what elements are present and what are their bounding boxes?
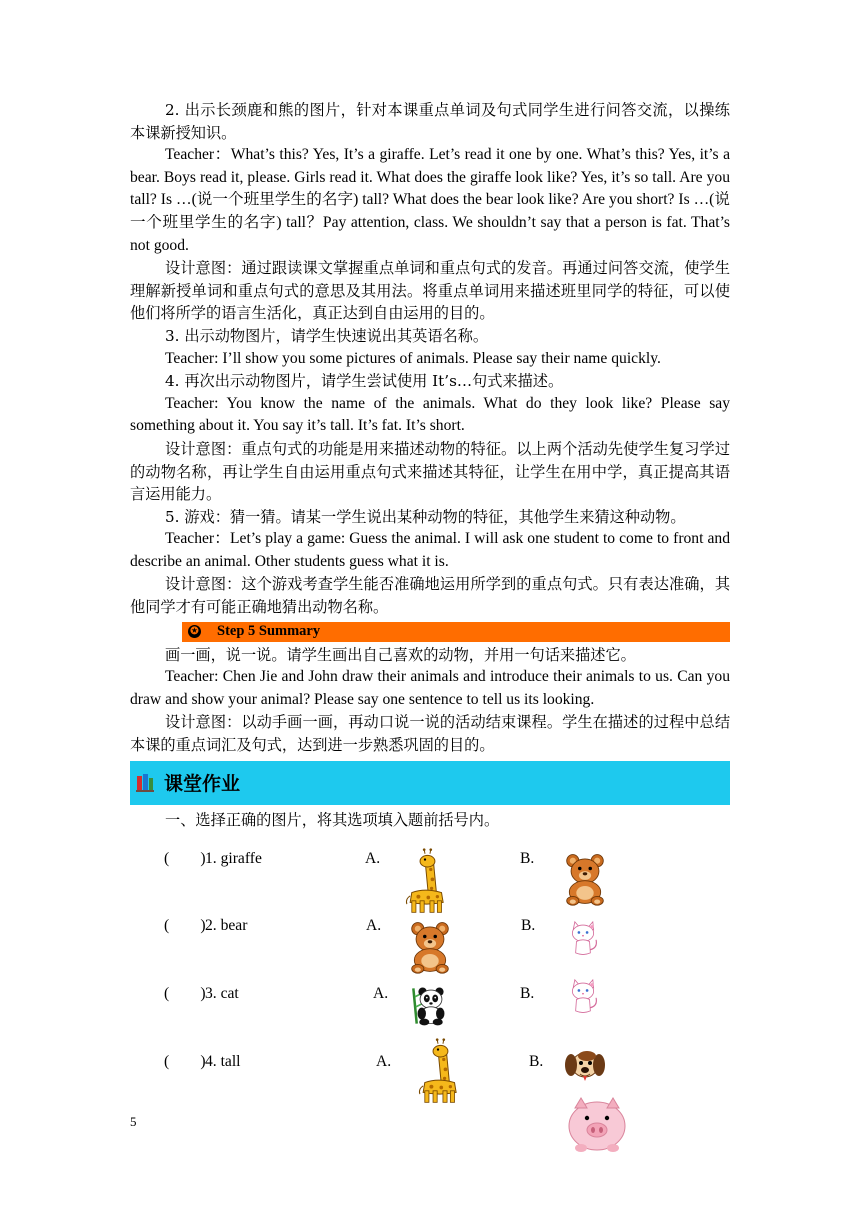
option-b-label: B. [529, 1053, 544, 1070]
panda-image[interactable] [410, 984, 452, 1028]
option-a-label: A. [376, 1053, 392, 1070]
design-intent-3: 设计意图：这个游戏考查学生能否准确地运用所学到的重点句式。只有表达准确，其他同学才有可能正确地猜出动物名称。 [130, 575, 730, 617]
step-5-label: Step 5 Summary [217, 623, 321, 640]
cat-image[interactable] [565, 918, 601, 960]
answer-bracket[interactable]: ( ) [164, 850, 206, 867]
question-text: 4. tall [205, 1053, 241, 1070]
homework-title: 课堂作业 [164, 773, 241, 796]
question-text: 3. cat [205, 985, 239, 1002]
dog-image[interactable] [563, 1046, 607, 1084]
paragraph-step-2: 2. 出示长颈鹿和熊的图片，针对本课重点单词及句式同学生进行问答交流，以操练本课新授知识。 [130, 101, 730, 142]
question-text: 2. bear [205, 917, 248, 934]
summary-activity: 画一画，说一说。请学生画出自己喜欢的动物，并用一句话来描述它。 [165, 645, 636, 664]
bear-image[interactable] [560, 852, 610, 906]
paragraph-step-4: 4. 再次出示动物图片，请学生尝试使用 It’s…句式来描述。 [165, 372, 564, 391]
option-a-label: A. [373, 985, 389, 1002]
design-intent-2: 设计意图：重点句式的功能是用来描述动物的特征。以上两个活动先使学生复习学过的动物名称，再让学生自由运用重点句式来描述其特征，让学生在用中学，真正提高其语言运用能力。 [130, 439, 730, 504]
teacher-dialogue-1: Teacher：What’s this? Yes, It’s a giraffe. Let’s read it one by one. What’s this? Yes, it’s a bear. Boys read it, please. Girls read it. What does the giraffe look like? Yes, it’s so tall. Are you tall? Is …(说一个班里学生的名字) tall? What does the bear look like? Are you short? Is …(说一个班里学生的名字) tall？Pay attention, class. We shouldn’t say that a person is fat. That’s not good. [130, 146, 730, 254]
answer-bracket[interactable]: ( ) [164, 1053, 206, 1070]
option-b-label: B. [520, 850, 535, 867]
answer-bracket[interactable]: ( ) [164, 917, 206, 934]
giraffe-image[interactable] [410, 1038, 466, 1104]
star-bullet-icon: ✪ [188, 625, 201, 638]
cat-image[interactable] [565, 975, 601, 1019]
step-5-summary-heading [182, 622, 730, 642]
books-icon [134, 772, 156, 794]
homework-instruction: 一、选择正确的图片，将其选项填入题前括号内。 [165, 810, 500, 829]
paragraph-step-3: 3. 出示动物图片，请学生快速说出其英语名称。 [165, 326, 489, 345]
paragraph-step-5-game: 5. 游戏：猜一猜。请某一学生说出某种动物的特征，其他学生来猜这种动物。 [165, 507, 686, 526]
giraffe-image[interactable] [397, 848, 453, 914]
homework-heading [130, 761, 730, 805]
bear-image[interactable] [405, 920, 455, 974]
teacher-dialogue-4: Teacher：Let’s play a game: Guess the animal. I will ask one student to come to front and describe an animal. Other students guess what it is. [130, 530, 730, 570]
option-a-label: A. [365, 850, 381, 867]
design-intent-1: 设计意图：通过跟读课文掌握重点单词和重点句式的发音。再通过问答交流，使学生理解新授单词和重点句式的意思及其用法。将重点单词用来描述班里同学的特征，可以使他们将所学的语言生活化，真正达到自由运用的目的。 [130, 259, 730, 323]
teacher-dialogue-5: Teacher: Chen Jie and John draw their animals and introduce their animals to us. Can you draw and show your animal? Please say one sentence to tell us its looking. [130, 668, 730, 708]
option-a-label: A. [366, 917, 382, 934]
answer-bracket[interactable]: ( ) [164, 985, 206, 1002]
page-number: 5 [130, 1114, 137, 1129]
design-intent-4: 设计意图：以动手画一画，再动口说一说的活动结束课程。学生在描述的过程中总结本课的重点词汇及句式，达到进一步熟悉巩固的目的。 [130, 713, 730, 755]
question-text: 1. giraffe [205, 850, 262, 867]
teacher-dialogue-2: Teacher: I’ll show you some pictures of animals. Please say their name quickly. [165, 349, 661, 367]
option-b-label: B. [520, 985, 535, 1002]
document-body [130, 99, 730, 831]
teacher-dialogue-3: Teacher: You know the name of the animals. What do they look like? Please say something about it. You say it’s tall. It’s fat. It’s short. [130, 394, 730, 435]
option-b-label: B. [521, 917, 536, 934]
pig-image [566, 1096, 628, 1154]
